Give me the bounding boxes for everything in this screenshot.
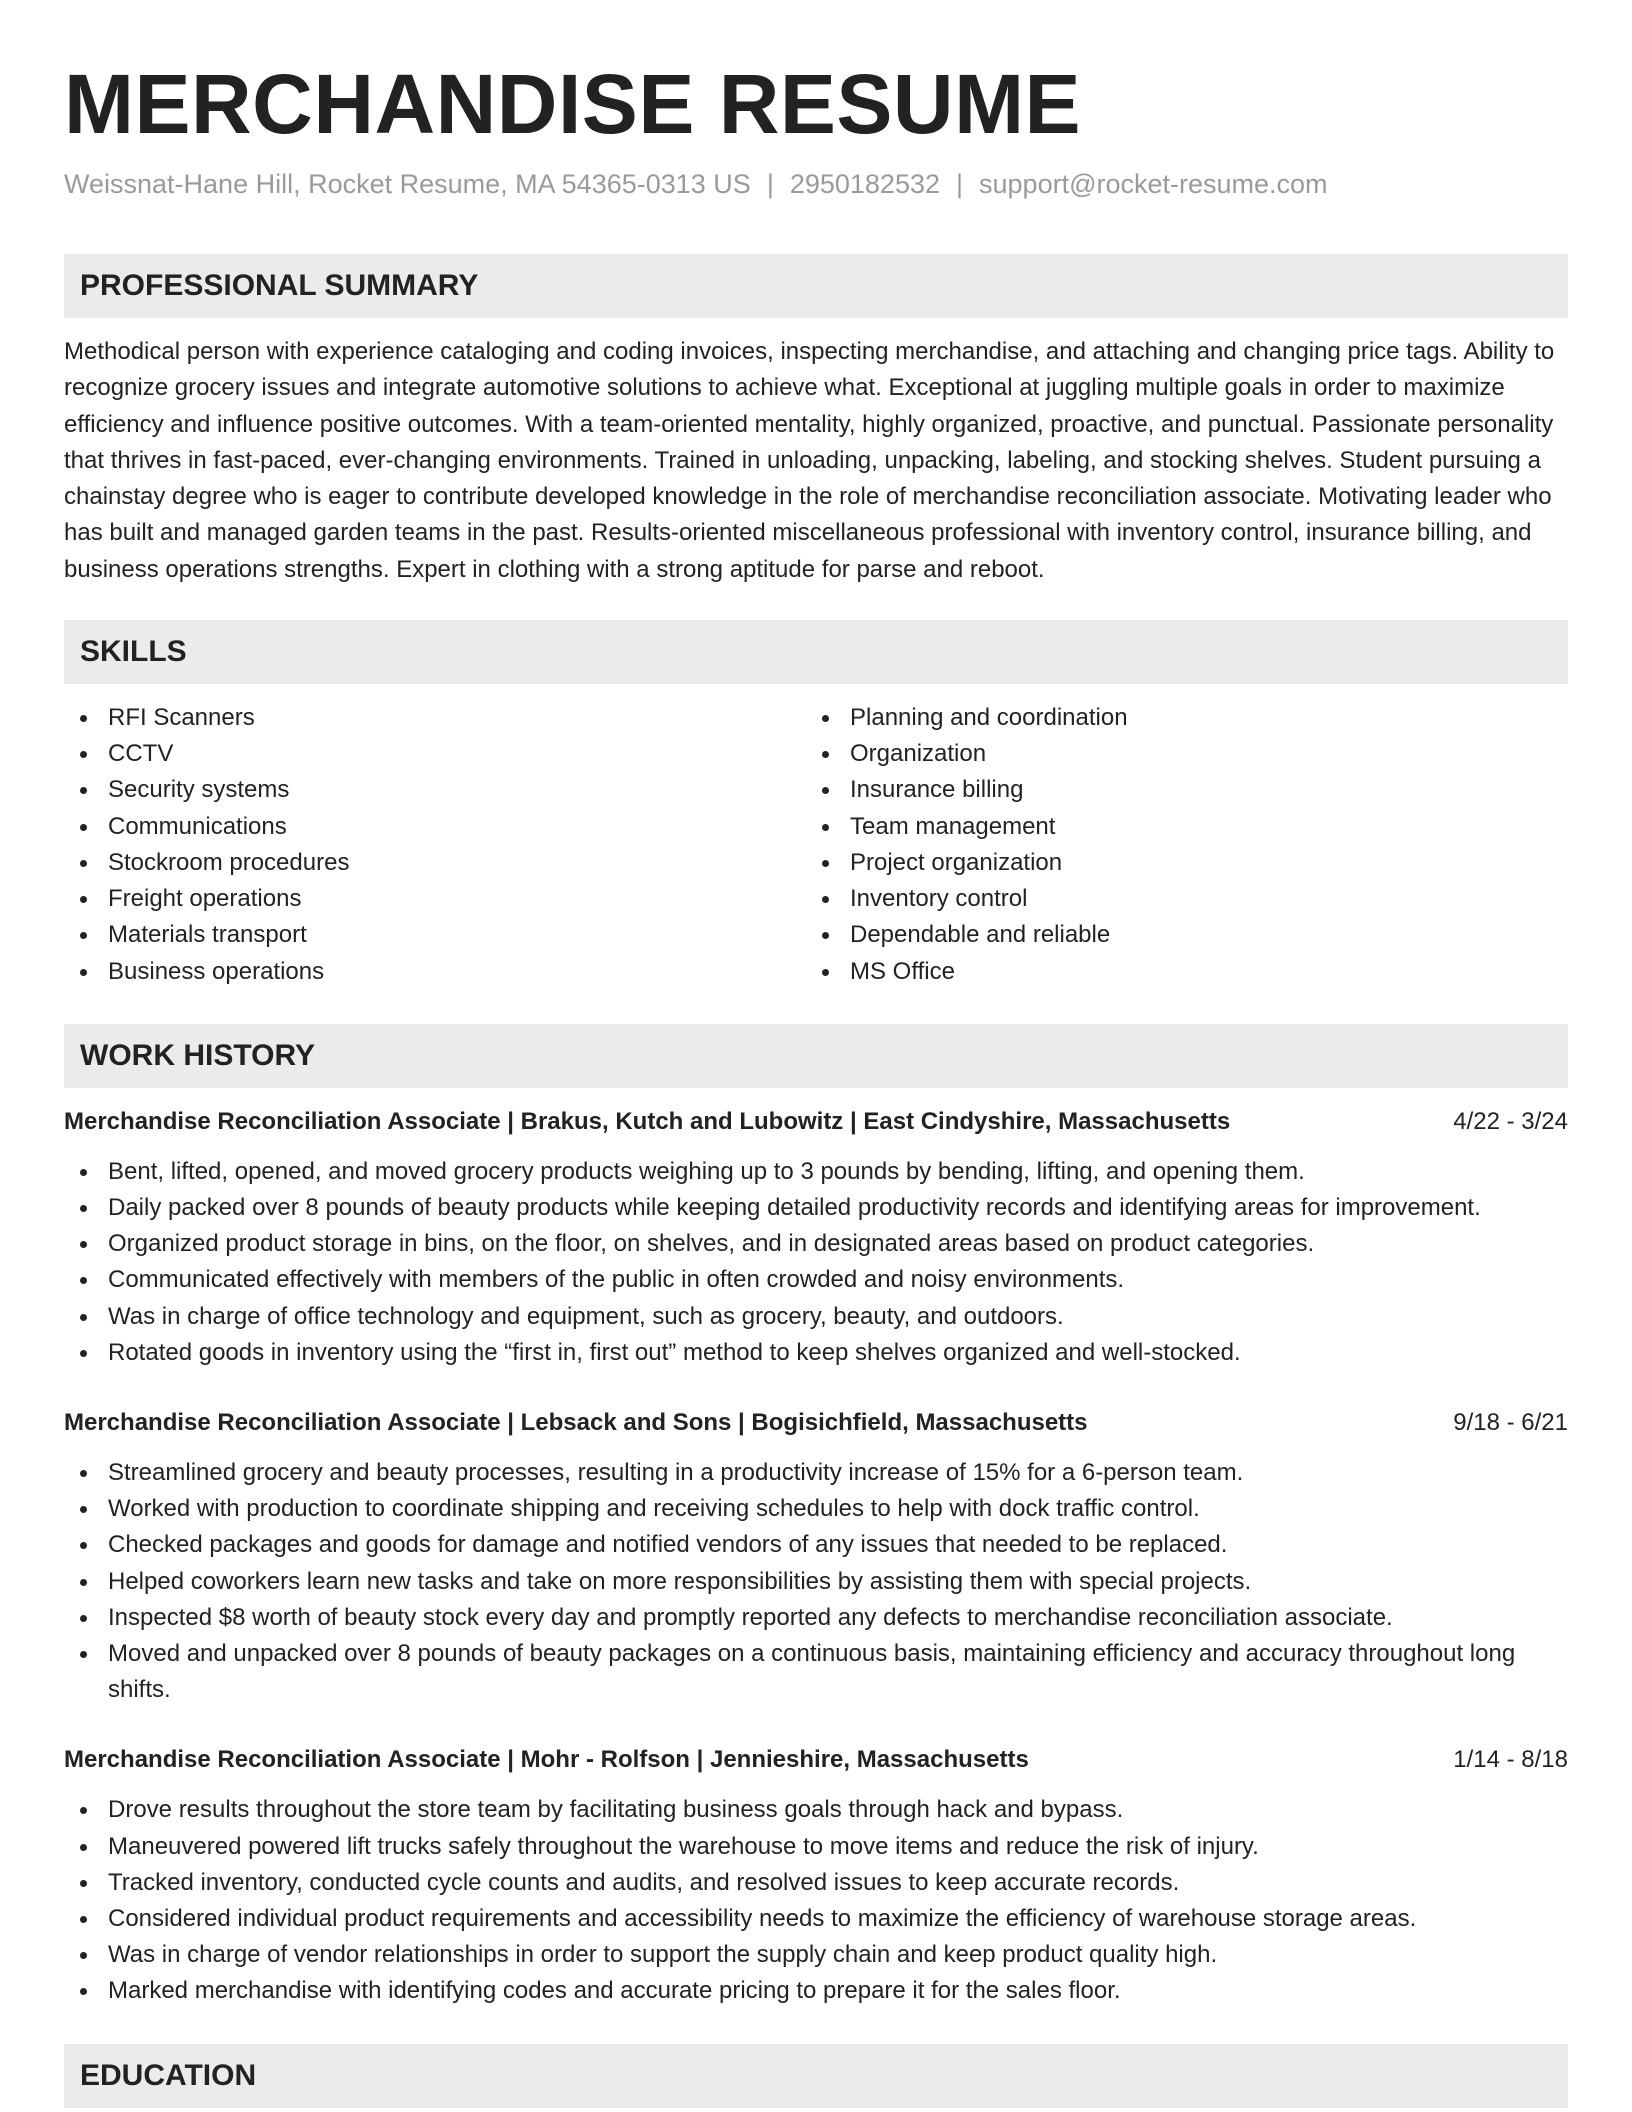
skill-item: Organization [806, 736, 1568, 772]
section-heading-label: WORK HISTORY [80, 1038, 316, 1072]
job-bullet: Tracked inventory, conducted cycle counts and audits, and resolved issues to keep accurate records. [64, 1865, 1568, 1901]
skill-item: Planning and coordination [806, 700, 1568, 736]
job-title: Merchandise Reconciliation Associate | Mohr - Rolfson | Jennieshire, Massachusetts [64, 1746, 1029, 1774]
job-bullet: Streamlined grocery and beauty processes, resulting in a productivity increase of 15% for a 6-person team. [64, 1455, 1568, 1491]
skill-item: Team management [806, 809, 1568, 845]
skill-item: Insurance billing [806, 772, 1568, 808]
job-bullet: Was in charge of vendor relationships in order to support the supply chain and keep product quality high. [64, 1937, 1568, 1973]
job-bullet: Organized product storage in bins, on the floor, on shelves, and in designated areas based on product categories. [64, 1226, 1568, 1262]
job-entry [64, 1742, 1568, 2009]
skill-item: Business operations [64, 954, 806, 990]
skill-item: Stockroom procedures [64, 845, 806, 881]
contact-email[interactable]: support@rocket-resume.com [979, 169, 1328, 199]
job-bullet: Daily packed over 8 pounds of beauty products while keeping detailed productivity records and identifying areas for improvement. [64, 1190, 1568, 1226]
job-bullet: Maneuvered powered lift trucks safely throughout the warehouse to move items and reduce the risk of injury. [64, 1829, 1568, 1865]
contact-separator: | [766, 169, 774, 199]
job-bullet: Moved and unpacked over 8 pounds of beauty packages on a continuous basis, maintaining efficiency and accuracy throughout long shifts. [64, 1636, 1568, 1708]
skills-list [64, 700, 1568, 990]
skill-item: RFI Scanners [64, 700, 806, 736]
job-title: Merchandise Reconciliation Associate | Brakus, Kutch and Lubowitz | East Cindyshire, Massachusetts [64, 1107, 1231, 1135]
skill-item: Project organization [806, 845, 1568, 881]
job-title: Merchandise Reconciliation Associate | Lebsack and Sons | Bogisichfield, Massachusetts [64, 1408, 1088, 1436]
contact-address: Weissnat-Hane Hill, Rocket Resume, MA 54365-0313 US [64, 169, 751, 199]
job-header [64, 1742, 1568, 1778]
job-dates: 1/14 - 8/18 [1453, 1746, 1568, 1774]
skill-item: Inventory control [806, 881, 1568, 917]
section-heading-label: PROFESSIONAL SUMMARY [80, 269, 479, 302]
job-header [64, 1104, 1568, 1140]
skills-column-right [806, 700, 1568, 990]
skill-item: Dependable and reliable [806, 917, 1568, 953]
section-heading-work-history [64, 1024, 1568, 1088]
section-heading-education [64, 2044, 1568, 2108]
job-bullet: Worked with production to coordinate shipping and receiving schedules to help with dock traffic control. [64, 1491, 1568, 1527]
skill-item: MS Office [806, 954, 1568, 990]
skill-item: CCTV [64, 736, 806, 772]
job-entry [64, 1405, 1568, 1708]
job-header [64, 1405, 1568, 1441]
section-heading-skills [64, 620, 1568, 684]
job-bullet: Was in charge of office technology and equipment, such as grocery, beauty, and outdoors. [64, 1299, 1568, 1335]
job-bullet: Rotated goods in inventory using the “first in, first out” method to keep shelves organized and well-stocked. [64, 1335, 1568, 1371]
skills-column-left [64, 700, 806, 990]
skill-item: Security systems [64, 772, 806, 808]
contact-line [64, 166, 1568, 202]
job-bullet: Marked merchandise with identifying codes and accurate pricing to prepare it for the sales floor. [64, 1973, 1568, 2009]
job-dates: 9/18 - 6/21 [1453, 1408, 1568, 1436]
summary-text: Methodical person with experience cataloging and coding invoices, inspecting merchandise, and attaching and changing price tags. Ability to recognize grocery issues and integrate automotive solutions to achieve what. Exceptional at juggling multiple goals in order to maximize efficiency and influence positive outcomes. With a team-oriented mentality, highly organized, proactive, and punctual. Passionate personality that thrives in fast-paced, ever-changing environments. Trained in unloading, unpacking, labeling, and stocking shelves. Student pursuing a chainstay degree who is eager to contribute developed knowledge in the role of merchandise reconciliation associate. Motivating leader who has built and managed garden teams in the past. Results-oriented miscellaneous professional with inventory control, insurance billing, and business operations strengths. Expert in clothing with a strong aptitude for parse and reboot. [64, 338, 1555, 583]
job-bullet: Drove results throughout the store team by facilitating business goals through hack and bypass. [64, 1792, 1568, 1828]
job-bullet: Bent, lifted, opened, and moved grocery products weighing up to 3 pounds by bending, lifting, and opening them. [64, 1154, 1568, 1190]
job-dates: 4/22 - 3/24 [1453, 1107, 1568, 1135]
job-bullet: Checked packages and goods for damage and notified vendors of any issues that needed to be replaced. [64, 1527, 1568, 1563]
job-bullet: Helped coworkers learn new tasks and take on more responsibilities by assisting them with special projects. [64, 1564, 1568, 1600]
contact-phone: 2950182532 [789, 169, 940, 199]
skill-item: Communications [64, 809, 806, 845]
section-heading-label: EDUCATION [80, 2058, 257, 2092]
job-bullet: Considered individual product requirements and accessibility needs to maximize the efficiency of warehouse storage areas. [64, 1901, 1568, 1937]
job-bullets [64, 1154, 1568, 1371]
job-entry [64, 1104, 1568, 1371]
resume-title: MERCHANDISE RESUME [64, 57, 1082, 151]
job-bullet: Communicated effectively with members of the public in often crowded and noisy environments. [64, 1262, 1568, 1298]
contact-separator: | [956, 169, 964, 199]
job-bullets [64, 1455, 1568, 1708]
skill-item: Materials transport [64, 917, 806, 953]
section-heading-label: SKILLS [80, 635, 187, 669]
section-heading-summary [64, 254, 1568, 318]
job-bullet: Inspected $8 worth of beauty stock every day and promptly reported any defects to merchandise reconciliation associate. [64, 1600, 1568, 1636]
job-bullets [64, 1792, 1568, 2009]
skill-item: Freight operations [64, 881, 806, 917]
